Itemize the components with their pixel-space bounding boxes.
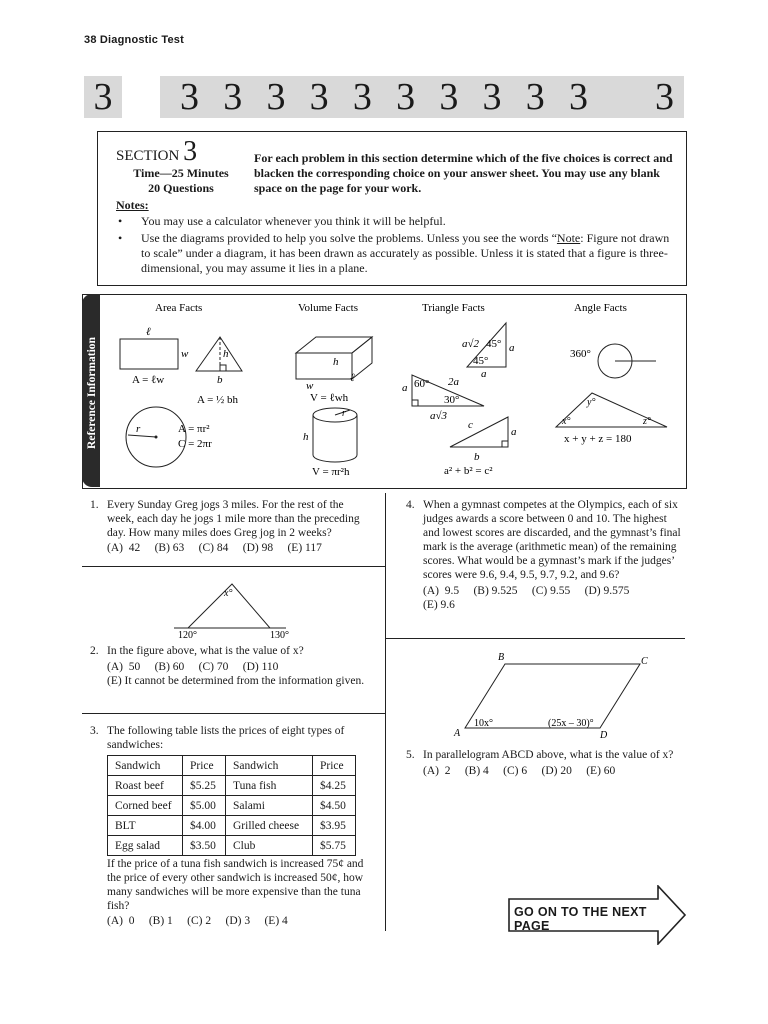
rect-formula: A = ℓw [132, 374, 165, 386]
section-label: SECTION [116, 148, 180, 164]
table-cell: Club [226, 836, 313, 856]
q1-text: Every Sunday Greg jogs 3 miles. For the rest of the week, each day he jogs 1 mile more than the preceding day. How many miles does Greg jog in 2 weeks? [107, 499, 360, 539]
page-header: 38 Diagnostic Test [84, 34, 184, 46]
section-number: 3 [183, 136, 198, 167]
q2-x: x° [224, 588, 233, 599]
note-word: Note [556, 231, 581, 245]
table-cell: $5.00 [183, 796, 226, 816]
divider-q1 [82, 566, 385, 567]
circle-area: A = πr² [178, 423, 210, 435]
banner-number: 3 [223, 76, 243, 118]
q5-C: C [641, 656, 648, 667]
q3-choices: (A) 0 (B) 1 (C) 2 (D) 3 (E) 4 [107, 915, 288, 927]
t45-hyp: a√2 [462, 338, 480, 350]
pythag: a² + b² = c² [444, 465, 493, 477]
question-5 [406, 748, 686, 778]
q1-choices: (A) 42 (B) 63 (C) 84 (D) 98 (E) 117 [107, 542, 322, 554]
angle-x: x° [562, 416, 571, 427]
angle-y: y° [587, 397, 596, 408]
q5-D: D [600, 730, 608, 741]
triangle-shape [196, 337, 242, 371]
q2-choices-2: (E) It cannot be determined from the information given. [107, 675, 365, 687]
circle-circ: C = 2πr [178, 438, 212, 450]
q2-number: 2. [90, 645, 99, 657]
circle-r: r [136, 423, 141, 435]
rectangle-shape [120, 339, 178, 369]
note-diagrams [116, 231, 676, 276]
q3-text-2: If the price of a tuna fish sandwich is increased 75¢ and the price of every other sandwich is increased 50¢, how many sandwiches will be more expensive than the tuna fish? [107, 858, 364, 912]
question-2 [90, 644, 373, 688]
triangle-right [450, 417, 508, 447]
note-diagrams-a: Use the diagrams provided to help you solve the problems. Unless you see the words “ [141, 231, 557, 245]
banner-number: 3 [525, 76, 545, 118]
table-cell: $3.95 [313, 816, 356, 836]
q2-figure [170, 578, 310, 640]
rect-w: w [181, 348, 189, 360]
table-cell: Tuna fish [226, 776, 313, 796]
table-cell: $5.25 [183, 776, 226, 796]
reference-tab-label: Reference Information [86, 337, 98, 449]
banner-number: 3 [396, 76, 416, 118]
table-row [108, 836, 356, 856]
q5-figure [448, 650, 668, 742]
q5-text: In parallelogram ABCD above, what is the value of x? [423, 749, 674, 761]
column-divider [385, 493, 386, 931]
right-c: c [468, 419, 473, 431]
banner-number: 3 [309, 76, 329, 118]
tri-h: h [223, 348, 229, 360]
area-facts-header: Area Facts [155, 302, 203, 314]
q3-text: The following table lists the prices of eight types of sandwiches: [107, 725, 345, 751]
q2-choices-1: (A) 50 (B) 60 (C) 70 (D) 110 [107, 661, 279, 673]
cyl-r: r [342, 408, 346, 419]
angle-sum: x + y + z = 180 [564, 433, 632, 445]
table-header: Price [313, 756, 356, 776]
banner-right-box [608, 76, 684, 118]
t45-a1: a [509, 342, 515, 354]
q2-120: 120° [178, 630, 197, 640]
cyl-formula: V = πr²h [312, 466, 350, 478]
section-time-text: Time—25 Minutes [133, 166, 229, 180]
banner-left-number: 3 [93, 76, 113, 118]
angle-facts-header: Angle Facts [574, 302, 627, 314]
q5-angle-d: (25x – 30)° [548, 718, 594, 729]
q5-angle-a: 10x° [474, 718, 493, 729]
q4-text: When a gymnast competes at the Olympics, each of six judges awards a score between 0 and 10. The highest and lowest scores are discarded, and the gymnast’s final mark is the average (arithmetic mean) of the remaining scores. What would be a gymnast’s mark if the judges’ scores were 9.6, 9.4, 9.5, 9.7, 9.2, and 9.6? [423, 499, 681, 581]
t30-a3: a√3 [430, 410, 448, 422]
table-row [108, 796, 356, 816]
table-header: Sandwich [226, 756, 313, 776]
question-4 [406, 498, 686, 612]
banner-middle-box [160, 76, 608, 118]
section-title [116, 136, 197, 168]
circle-radius [128, 435, 156, 437]
cyl-h: h [303, 431, 309, 443]
box-side [352, 337, 372, 379]
banner-number: 3 [568, 76, 588, 118]
t45-angle2: 45° [473, 355, 489, 367]
table-cell: Corned beef [108, 796, 183, 816]
q4-choices-2: (E) 9.6 [423, 599, 455, 611]
q5-B: B [498, 652, 505, 663]
box-front [296, 353, 352, 379]
notes-label: Notes: [116, 198, 149, 212]
angle-z: z° [643, 416, 651, 427]
box-formula: V = ℓwh [310, 392, 349, 404]
banner-number: 3 [352, 76, 372, 118]
rect-l: ℓ [146, 326, 151, 338]
table-cell: $5.75 [313, 836, 356, 856]
question-3 [90, 724, 373, 752]
table-cell: Grilled cheese [226, 816, 313, 836]
volume-facts-header: Volume Facts [298, 302, 358, 314]
t30-60: 60° [414, 378, 430, 390]
notes-list [116, 214, 676, 278]
t30-a: a [402, 382, 408, 394]
banner-number: 3 [482, 76, 502, 118]
table-cell: Roast beef [108, 776, 183, 796]
reference-diagrams [100, 295, 685, 486]
right-tri-mark [502, 441, 508, 447]
divider-q4 [385, 638, 685, 639]
question-3-continued [90, 857, 373, 928]
t30-right-mark [412, 400, 418, 406]
table-header: Sandwich [108, 756, 183, 776]
angle-360: 360° [570, 348, 591, 360]
box-w: w [306, 380, 314, 392]
box-l: ℓ [350, 372, 355, 384]
table-cell: Egg salad [108, 836, 183, 856]
triangle-facts-header: Triangle Facts [422, 302, 485, 314]
t45-angle1: 45° [486, 338, 502, 350]
section-question-count: 20 Questions [148, 181, 214, 195]
q3-number: 3. [90, 725, 99, 737]
divider-q2 [82, 713, 385, 714]
note-calculator: • You may use a calculator whenever you think it will be helpful. [116, 214, 676, 229]
circle-center [155, 436, 158, 439]
t30-2a: 2a [448, 376, 459, 388]
banner-number: 3 [439, 76, 459, 118]
q5-number: 5. [406, 749, 415, 761]
q5-A: A [454, 728, 461, 739]
question-1 [90, 498, 373, 555]
banner-number: 3 [266, 76, 286, 118]
banner-right-number: 3 [655, 76, 674, 118]
q2-text: In the figure above, what is the value of x? [107, 645, 304, 657]
t30-30: 30° [444, 394, 460, 406]
box-h: h [333, 356, 339, 368]
triangle-right-mark [220, 365, 226, 371]
next-page-label: GO ON TO THE NEXT PAGE [514, 905, 647, 933]
box-top [296, 337, 372, 353]
table-row [108, 776, 356, 796]
q3-table-wrap [107, 755, 356, 856]
section-time [116, 166, 246, 196]
right-a: a [511, 426, 517, 438]
tri-b: b [217, 374, 223, 386]
section-instructions-box [97, 131, 687, 286]
cylinder-bottom [313, 455, 357, 462]
section-instructions: For each problem in this section determine which of the five choices is correct and blacken the corresponding choice on your answer sheet. You may use any blank space on the page for your work. [254, 151, 673, 195]
table-cell: Salami [226, 796, 313, 816]
sandwich-table [107, 755, 356, 856]
table-header: Price [183, 756, 226, 776]
banner-number: 3 [180, 76, 199, 118]
q2-130: 130° [270, 630, 289, 640]
table-header-row [108, 756, 356, 776]
right-b: b [474, 451, 480, 463]
table-cell: $4.50 [313, 796, 356, 816]
table-row [108, 816, 356, 836]
table-cell: $4.25 [313, 776, 356, 796]
tri-formula: A = ½ bh [197, 394, 239, 406]
banner-left-box [84, 76, 122, 118]
note-diagrams-b: : Figure not drawn to scale” under a diagram, it has been drawn as accurately as possible. Unless it is stated that a figure is three-dimensional, you may assume it lies in a plane. [141, 231, 670, 275]
q5-choices: (A) 2 (B) 4 (C) 6 (D) 20 (E) 60 [423, 765, 616, 777]
q4-number: 4. [406, 499, 415, 511]
q1-number: 1. [90, 499, 99, 511]
table-cell: $3.50 [183, 836, 226, 856]
q4-choices-1: (A) 9.5 (B) 9.525 (C) 9.55 (D) 9.575 [423, 585, 630, 597]
table-cell: $4.00 [183, 816, 226, 836]
banner-numbers [160, 76, 608, 118]
t45-a2: a [481, 368, 487, 380]
table-cell: BLT [108, 816, 183, 836]
